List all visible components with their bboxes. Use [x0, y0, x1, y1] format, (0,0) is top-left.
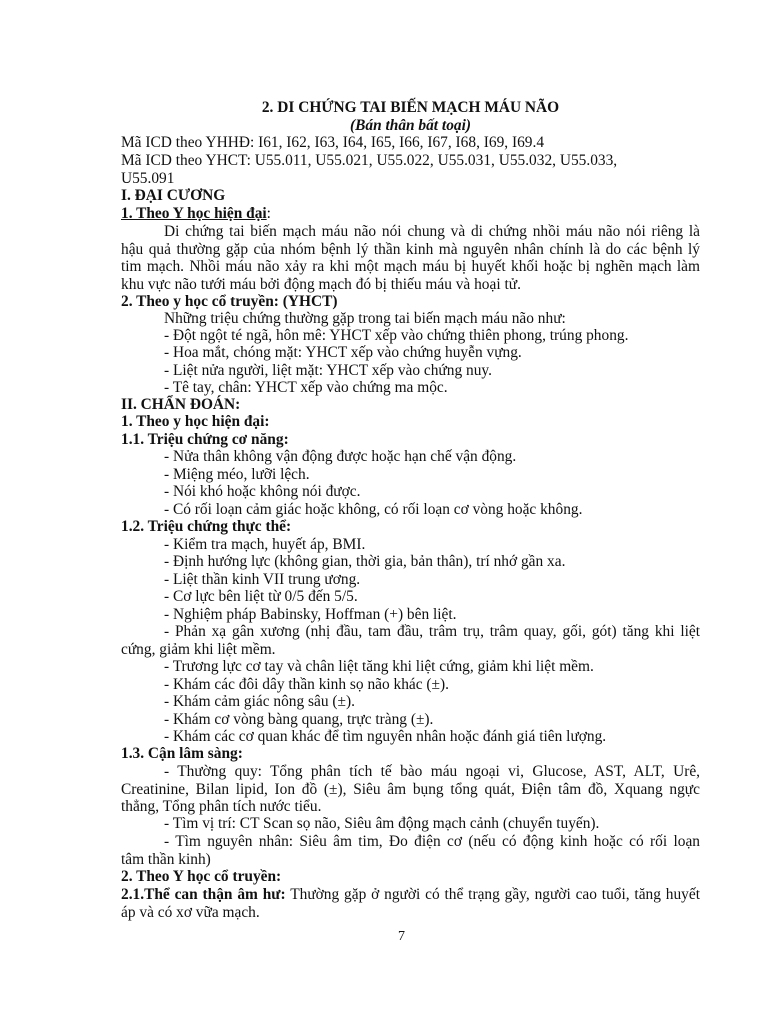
- list-item: - Tìm nguyên nhân: Siêu âm tim, Đo điện cơ (nếu có động kinh hoặc có rối loạn: [164, 833, 700, 850]
- subsection-paraclinical: 1.3. Cận lâm sàng:: [121, 745, 243, 762]
- section-heading-general: I. ĐẠI CƯƠNG: [121, 187, 226, 204]
- pattern-liver-kidney-label: 2.1.Thể can thận âm hư:: [121, 886, 286, 903]
- document-subtitle: (Bán thân bất toại): [349, 117, 471, 134]
- list-item: - Khám các cơ quan khác để tìm nguyên nhân hoặc đánh giá tiên lượng.: [164, 728, 607, 745]
- list-item: - Miệng méo, lưỡi lệch.: [164, 466, 310, 483]
- list-item-continuation: thẳng, Tổng phân tích nước tiểu.: [121, 798, 322, 815]
- pattern-liver-kidney-continuation: áp và có xơ vữa mạch.: [121, 904, 260, 921]
- list-item-continuation: tâm thần kinh): [121, 851, 211, 868]
- document-title: 2. DI CHỨNG TAI BIẾN MẠCH MÁU NÃO: [261, 99, 560, 116]
- list-item: - Khám các đôi dây thần kinh sọ não khác (±).: [164, 676, 449, 693]
- subsection-traditional-medicine: 2. Theo y học cổ truyền: (YHCT): [121, 293, 338, 310]
- list-item: - Tìm vị trí: CT Scan sọ não, Siêu âm động mạch cảnh (chuyển tuyến).: [164, 815, 600, 832]
- section-heading-diagnosis: II. CHẨN ĐOÁN:: [121, 396, 241, 413]
- list-item: - Thường quy: Tổng phân tích tế bào máu ngoại vi, Glucose, AST, ALT, Urê,: [164, 763, 700, 780]
- list-item: - Phản xạ gân xương (nhị đầu, tam đầu, trâm trụ, trâm quay, gối, gót) tăng khi liệt: [164, 623, 700, 640]
- page-number: 7: [398, 929, 405, 944]
- list-item: - Trương lực cơ tay và chân liệt tăng khi liệt cứng, giảm khi liệt mềm.: [164, 658, 594, 675]
- subsection-traditional-diagnosis: 2. Theo Y học cổ truyền:: [121, 868, 282, 885]
- paragraph-line: tim mạch. Nhồi máu não xảy ra khi một mạch máu bị huyết khối hoặc bị nghẽn mạch làm: [121, 258, 700, 275]
- icd-yhct-line-2: U55.091: [121, 170, 175, 187]
- paragraph-line: Những triệu chứng thường gặp trong tai biến mạch máu não như:: [164, 310, 566, 327]
- subsection-modern-medicine: [121, 205, 700, 223]
- list-item: - Khám cơ vòng bàng quang, trực tràng (±).: [164, 711, 434, 728]
- subsection-modern-medicine-label: 1. Theo Y học hiện đại: [121, 205, 267, 222]
- list-item: - Định hướng lực (không gian, thời gia, bản thân), trí nhớ gần xa.: [164, 553, 566, 570]
- list-item: - Đột ngột té ngã, hôn mê: YHCT xếp vào chứng thiên phong, trúng phong.: [164, 327, 629, 344]
- list-item: - Tê tay, chân: YHCT xếp vào chứng ma mộc.: [164, 379, 448, 396]
- paragraph-line: hậu quả thường gặp của nhóm bệnh lý thần kinh mà nguyên nhân chính là do các bệnh lý: [121, 241, 700, 258]
- list-item: - Nghiệm pháp Babinsky, Hoffman (+) bên liệt.: [164, 606, 457, 623]
- icd-yhct-line-1: Mã ICD theo YHCT: U55.011, U55.021, U55.022, U55.031, U55.032, U55.033,: [121, 152, 618, 169]
- subsection-physical-signs: 1.2. Triệu chứng thực thể:: [121, 518, 292, 535]
- list-item: - Nói khó hoặc không nói được.: [164, 483, 361, 500]
- list-item: - Nửa thân không vận động được hoặc hạn chế vận động.: [164, 448, 517, 465]
- pattern-liver-kidney-text: Thường gặp ở người có thể trạng gầy, người cao tuổi, tăng huyết: [285, 886, 700, 903]
- list-item: - Liệt thần kinh VII trung ương.: [164, 571, 361, 588]
- list-item-continuation: Creatinine, Bilan lipid, Ion đồ (±), Siêu âm bụng tổng quát, Điện tâm đồ, Xquang ngực: [121, 781, 700, 798]
- icd-yhhd-line: Mã ICD theo YHHĐ: I61, I62, I63, I64, I65, I66, I67, I68, I69, I69.4: [121, 134, 545, 151]
- subsection-colon: :: [266, 205, 271, 222]
- list-item: - Khám cảm giác nông sâu (±).: [164, 693, 355, 710]
- subsection-modern-diagnosis: 1. Theo y học hiện đại:: [121, 413, 270, 430]
- paragraph-line: khu vực não tưới máu bởi động mạch đó bị thiếu máu và hoại tử.: [121, 276, 521, 293]
- list-item: - Liệt nửa người, liệt mặt: YHCT xếp vào chứng nuy.: [164, 362, 492, 379]
- subsection-functional-symptoms: 1.1. Triệu chứng cơ năng:: [121, 431, 289, 448]
- list-item: - Hoa mắt, chóng mặt: YHCT xếp vào chứng huyễn vựng.: [164, 344, 522, 361]
- paragraph-line: Di chứng tai biến mạch máu não nói chung và di chứng nhồi máu não nói riêng là: [164, 223, 700, 240]
- list-item-continuation: cứng, giảm khi liệt mềm.: [121, 641, 276, 658]
- pattern-liver-kidney-line: [121, 886, 700, 904]
- list-item: - Kiểm tra mạch, huyết áp, BMI.: [164, 536, 366, 553]
- list-item: - Cơ lực bên liệt từ 0/5 đến 5/5.: [164, 588, 358, 605]
- list-item: - Có rối loạn cảm giác hoặc không, có rối loạn cơ vòng hoặc không.: [164, 501, 583, 518]
